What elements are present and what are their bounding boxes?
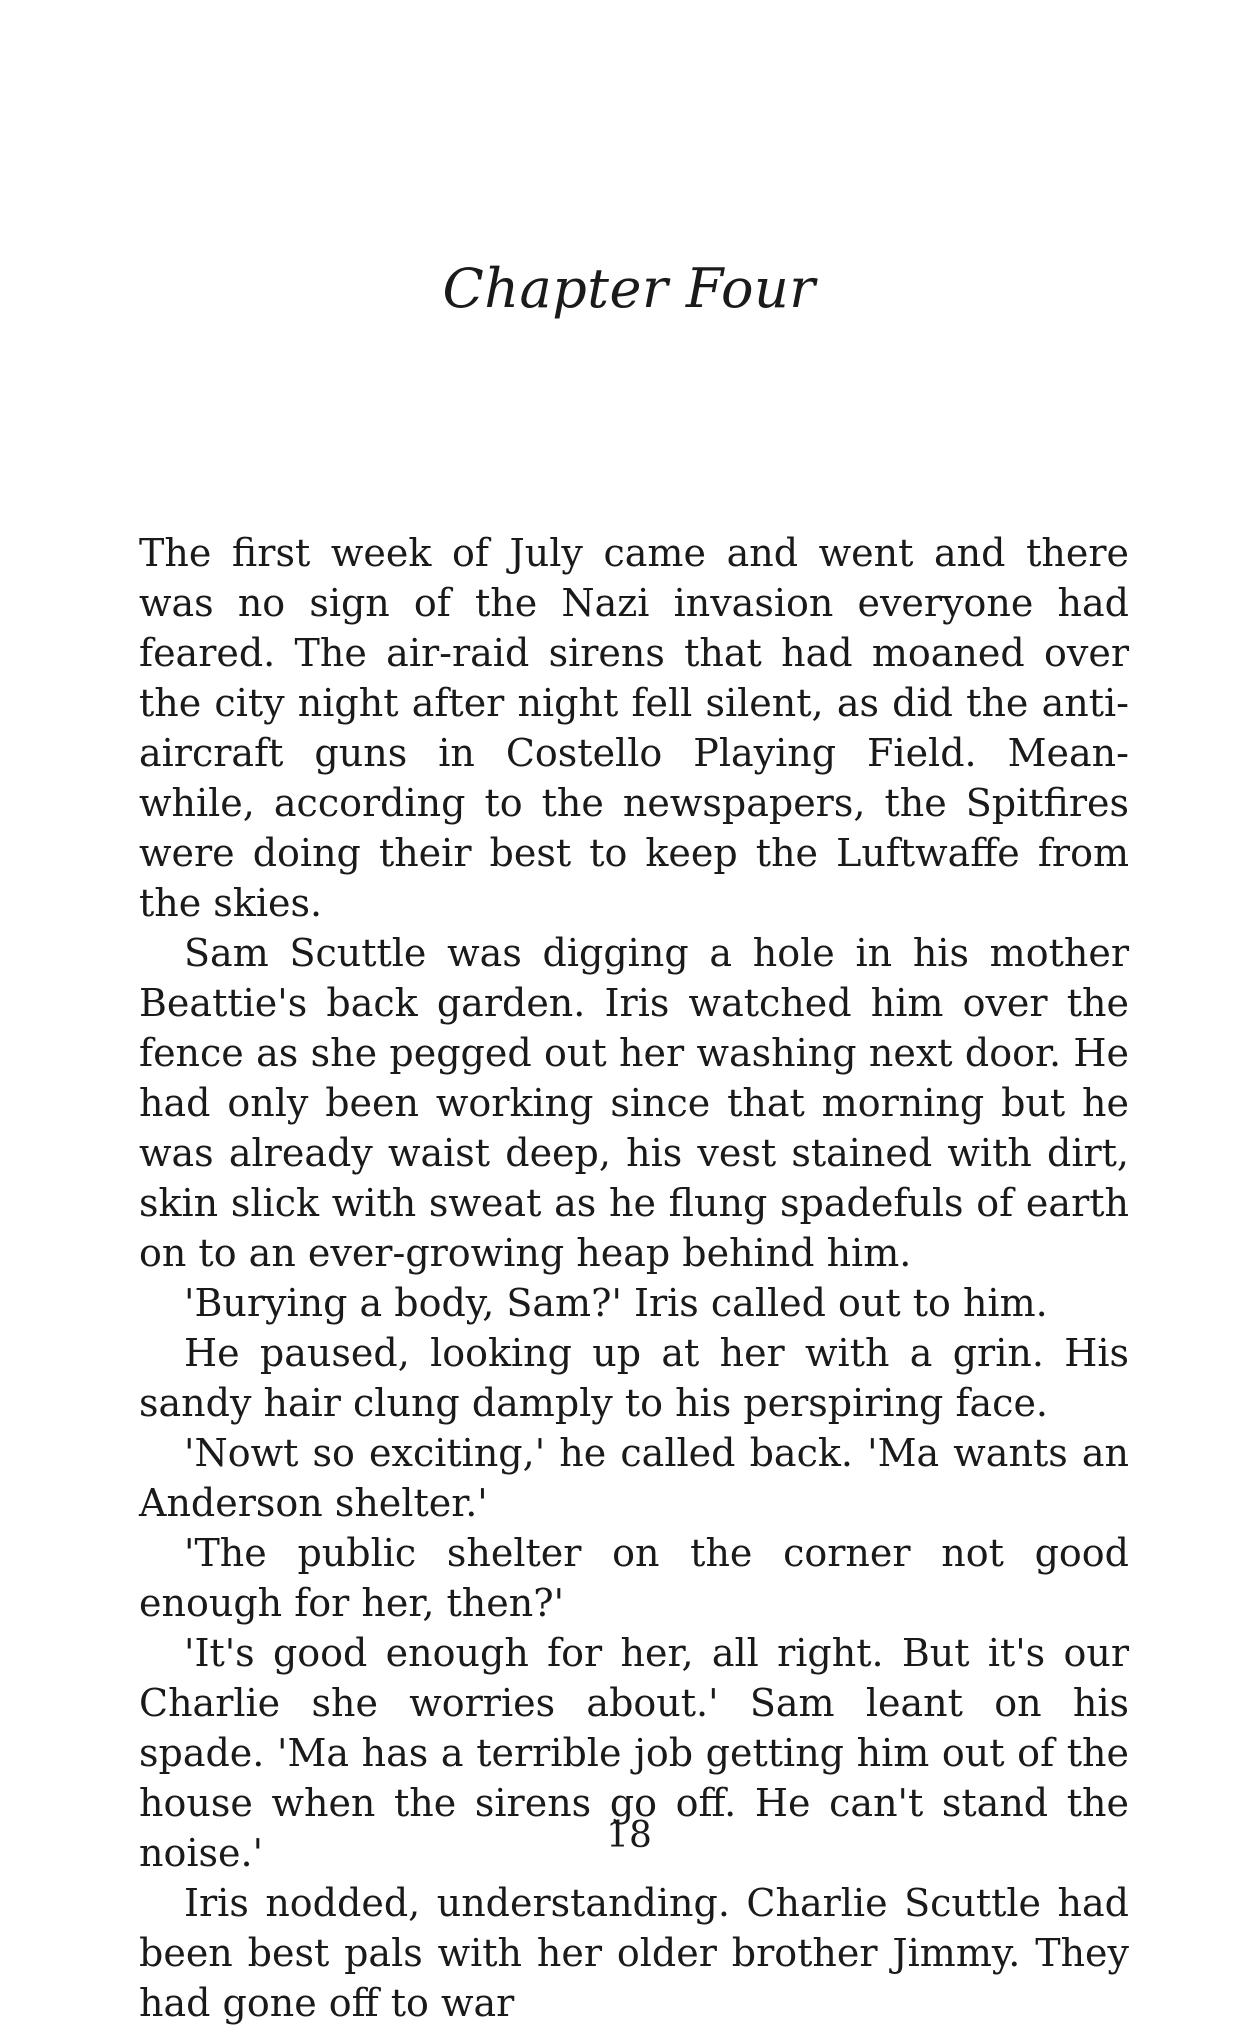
paragraph: 'The public shelter on the corner not good enough for her, then?' — [139, 1531, 1129, 1625]
paragraph: Iris nodded, understanding. Charlie Scuttle had been best pals with her older brother Jimmy. They had gone off to war — [139, 1881, 1129, 2025]
paragraph: Sam Scuttle was digging a hole in his mother Beattie's back garden. Iris watched him over the fence as she pegged out her washing next door. He had only been working since that morning but he was already waist deep, his vest stained with dirt, skin slick with sweat as he flung spadefuls of earth on to an ever-growing heap behind him. — [139, 931, 1129, 1275]
page-number: 18 — [606, 1815, 652, 1856]
paragraph: He paused, looking up at her with a grin. His sandy hair clung damply to his perspiring face. — [139, 1331, 1129, 1425]
paragraph: 'Burying a body, Sam?' Iris called out to him. — [184, 1281, 1048, 1325]
chapter-title: Chapter Four — [442, 257, 816, 320]
paragraph: The first week of July came and went and there was no sign of the Nazi invasion everyone had feared. The air-raid sirens that had moaned over the city night after night fell silent, as did the anti-aircraft guns in Costello Playing Field. Mean-while, according to the newspapers, the Spitfires were doing their best to keep the Luftwaffe from the skies. — [139, 531, 1129, 925]
paragraph: 'It's good enough for her, all right. But it's our Charlie she worries about.' Sam leant on his spade. 'Ma has a terrible job getting him out of the house when the sirens go off. He can't stand the noise.' — [139, 1631, 1129, 1875]
chapter-body — [139, 528, 1129, 2028]
paragraph: 'Nowt so exciting,' he called back. 'Ma wants an Anderson shelter.' — [139, 1431, 1129, 1525]
